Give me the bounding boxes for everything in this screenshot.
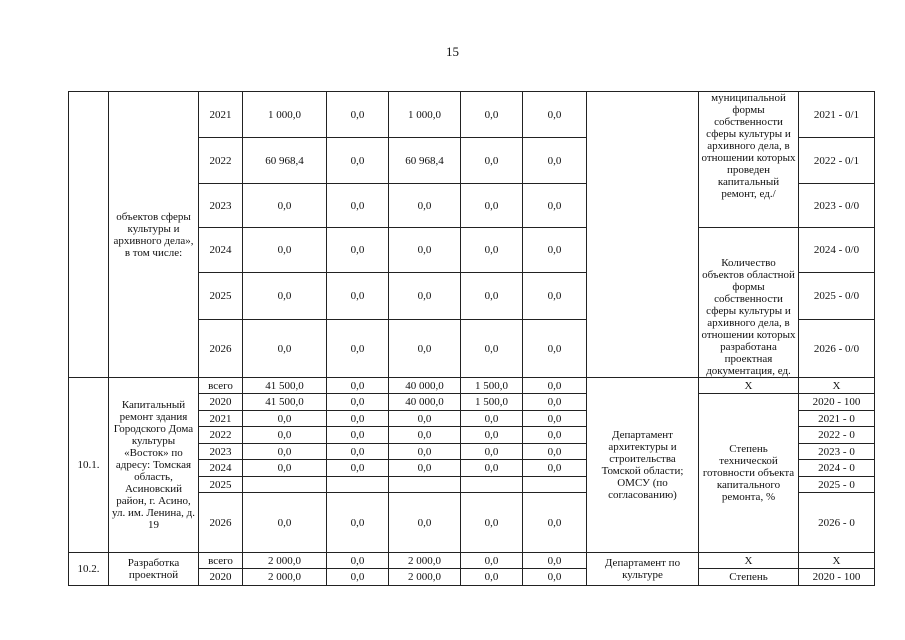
measure-name: Разработка проектной [109,553,199,586]
cell-total: 60 968,4 [243,138,327,184]
cell-other: 0,0 [523,444,587,460]
cell-loc: 0,0 [461,569,523,586]
cell-year: 2020 [199,394,243,411]
cell-total: 2 000,0 [243,553,327,569]
cell-fed: 0,0 [327,138,389,184]
target-cell: 2024 - 0/0 [799,228,875,273]
cell-loc: 0,0 [461,184,523,228]
measure-name: объектов сферы культуры и архивного дела», в том числе: [109,92,199,378]
cell-fed: 0,0 [327,320,389,378]
row-number-cell [69,92,109,378]
cell-total: 0,0 [243,320,327,378]
target-cell: 2024 - 0 [799,460,875,477]
target-cell: 2023 - 0 [799,444,875,460]
target-cell: 2022 - 0 [799,427,875,444]
cell-reg [389,477,461,493]
cell-total: 0,0 [243,444,327,460]
target-cell: 2021 - 0/1 [799,92,875,138]
cell-reg: 0,0 [389,460,461,477]
page-number: 15 [446,44,459,59]
target-cell: 2023 - 0/0 [799,184,875,228]
cell-fed: 0,0 [327,411,389,427]
indicator-2: Количество объектов областной формы собственности сферы культуры и архивного дела, в отношении которых разработана проектная документация, ед. [699,228,799,378]
cell-year: 2025 [199,273,243,320]
target-cell: 2025 - 0 [799,477,875,493]
cell-year: 2020 [199,569,243,586]
cell-loc: 0,0 [461,138,523,184]
target-cell: 2022 - 0/1 [799,138,875,184]
cell-year: 2023 [199,184,243,228]
cell-year: всего [199,553,243,569]
cell-loc: 0,0 [461,444,523,460]
table-row [69,553,875,569]
cell-loc: 1 500,0 [461,394,523,411]
cell-loc: 0,0 [461,411,523,427]
cell-year: 2023 [199,444,243,460]
cell-other: 0,0 [523,460,587,477]
executor-cell [587,92,699,378]
cell-loc [461,477,523,493]
cell-loc: 0,0 [461,460,523,477]
cell-reg: 0,0 [389,411,461,427]
cell-reg: 0,0 [389,273,461,320]
row-number: 10.1. [69,378,109,553]
cell-fed: 0,0 [327,553,389,569]
cell-year: 2021 [199,411,243,427]
cell-total: 0,0 [243,427,327,444]
cell-total [243,477,327,493]
cell-loc: 0,0 [461,427,523,444]
cell-reg: 0,0 [389,228,461,273]
cell-reg: 40 000,0 [389,394,461,411]
cell-reg: 0,0 [389,427,461,444]
cell-total: 0,0 [243,184,327,228]
cell-total: 1 000,0 [243,92,327,138]
cell-loc: 0,0 [461,228,523,273]
cell-total: 41 500,0 [243,378,327,394]
cell-fed: 0,0 [327,569,389,586]
cell-loc: 0,0 [461,493,523,553]
cell-fed: 0,0 [327,378,389,394]
cell-other: 0,0 [523,411,587,427]
cell-reg: 0,0 [389,493,461,553]
cell-reg: 2 000,0 [389,569,461,586]
cell-loc: 0,0 [461,320,523,378]
cell-year: 2026 [199,493,243,553]
target-cell: 2026 - 0/0 [799,320,875,378]
cell-total: 0,0 [243,273,327,320]
table-row [69,378,875,394]
cell-other: 0,0 [523,184,587,228]
target-cell: 2021 - 0 [799,411,875,427]
cell-total: 0,0 [243,411,327,427]
cell-fed: 0,0 [327,394,389,411]
cell-year: 2025 [199,477,243,493]
cell-reg: 60 968,4 [389,138,461,184]
indicator-1: муниципальной формы собственности сферы культуры и архивного дела, в отношении которых проведен капитальный ремонт, ед./ [699,92,799,228]
cell-fed: 0,0 [327,228,389,273]
cell-fed [327,477,389,493]
cell-fed: 0,0 [327,460,389,477]
cell-fed: 0,0 [327,427,389,444]
table-row [69,92,875,138]
target-cell: X [799,378,875,394]
cell-year: 2022 [199,427,243,444]
target-cell: 2026 - 0 [799,493,875,553]
cell-year: 2026 [199,320,243,378]
cell-reg: 40 000,0 [389,378,461,394]
cell-loc: 0,0 [461,92,523,138]
cell-other: 0,0 [523,553,587,569]
cell-other [523,477,587,493]
target-cell: 2020 - 100 [799,569,875,586]
cell-other: 0,0 [523,493,587,553]
executor-cell: Департамент по культуре [587,553,699,586]
target-cell: 2020 - 100 [799,394,875,411]
cell-other: 0,0 [523,378,587,394]
cell-other: 0,0 [523,228,587,273]
indicator-cell: Степень технической готовности объекта капитального ремонта, % [699,394,799,553]
cell-reg: 2 000,0 [389,553,461,569]
cell-year: 2021 [199,92,243,138]
cell-other: 0,0 [523,138,587,184]
cell-loc: 0,0 [461,553,523,569]
indicator-cell: Степень [699,569,799,586]
cell-fed: 0,0 [327,92,389,138]
cell-other: 0,0 [523,320,587,378]
cell-total: 41 500,0 [243,394,327,411]
cell-year: 2024 [199,228,243,273]
indicator-top: X [699,553,799,569]
cell-year: всего [199,378,243,394]
program-table [68,91,875,586]
cell-total: 2 000,0 [243,569,327,586]
cell-year: 2024 [199,460,243,477]
cell-other: 0,0 [523,569,587,586]
cell-reg: 0,0 [389,320,461,378]
indicator-top: X [699,378,799,394]
cell-fed: 0,0 [327,184,389,228]
cell-other: 0,0 [523,273,587,320]
cell-fed: 0,0 [327,493,389,553]
cell-other: 0,0 [523,427,587,444]
cell-total: 0,0 [243,493,327,553]
target-cell: X [799,553,875,569]
cell-loc: 0,0 [461,273,523,320]
cell-year: 2022 [199,138,243,184]
cell-other: 0,0 [523,394,587,411]
row-number: 10.2. [69,553,109,586]
cell-reg: 0,0 [389,184,461,228]
cell-other: 0,0 [523,92,587,138]
cell-reg: 1 000,0 [389,92,461,138]
cell-total: 0,0 [243,460,327,477]
cell-fed: 0,0 [327,444,389,460]
target-cell: 2025 - 0/0 [799,273,875,320]
cell-total: 0,0 [243,228,327,273]
cell-loc: 1 500,0 [461,378,523,394]
cell-reg: 0,0 [389,444,461,460]
executor-cell: Департамент архитектуры и строительства Томской области; ОМСУ (по согласованию) [587,378,699,553]
measure-name: Капитальный ремонт здания Городского Дома культуры «Восток» по адресу: Томская область, Асиновский район, г. Асино, ул. им. Ленина, д. 19 [109,378,199,553]
cell-fed: 0,0 [327,273,389,320]
